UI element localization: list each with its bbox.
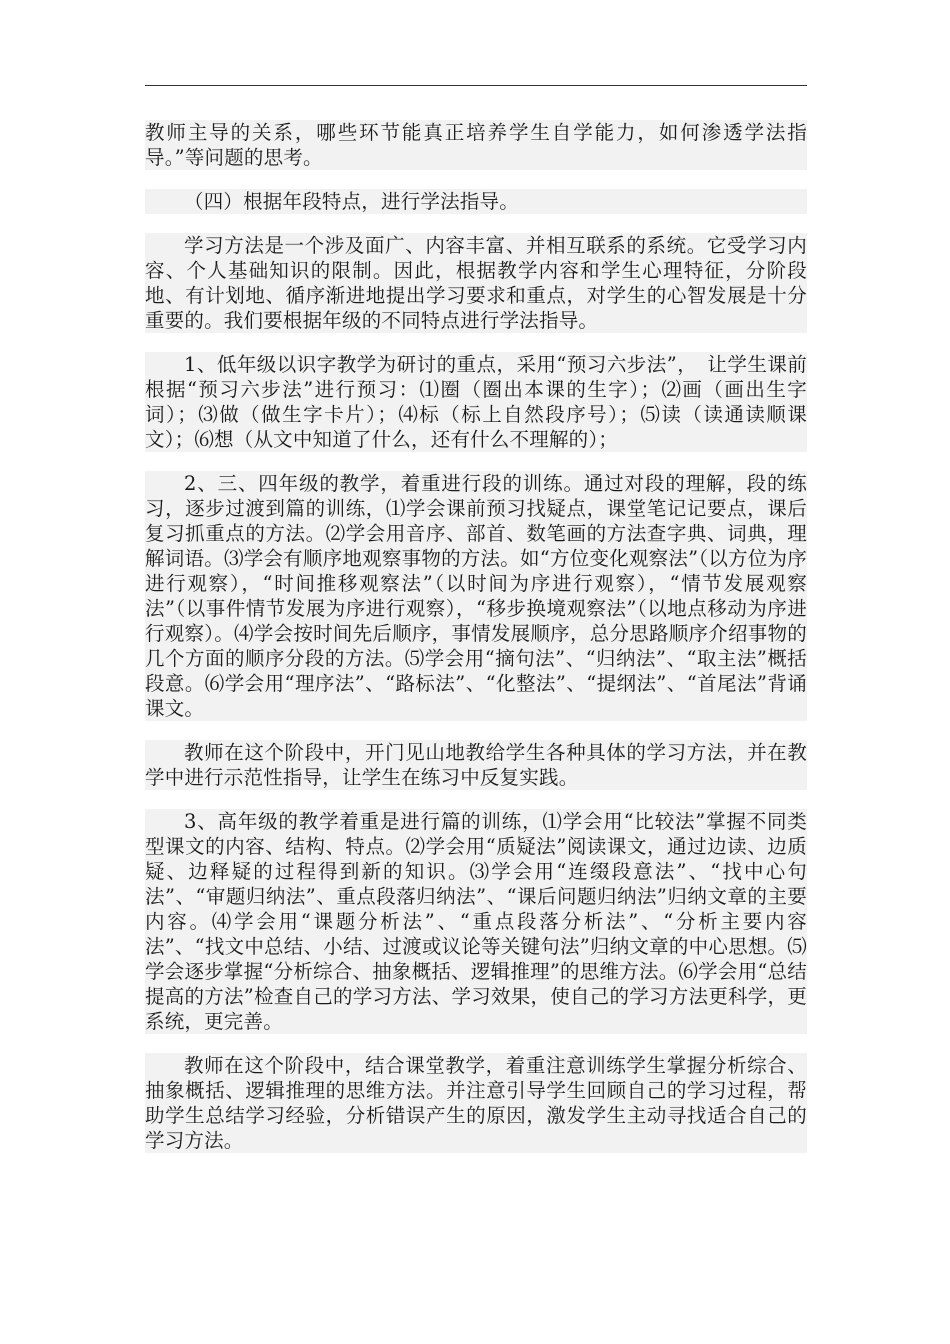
document-body xyxy=(145,120,807,1153)
section-heading: （四）根据年段特点，进行学法指导。 xyxy=(145,189,807,214)
paragraph-middle-grade: 2、三、四年级的教学，着重进行段的训练。通过对段的理解，段的练习，逐步过渡到篇的训练，⑴学会课前预习找疑点，课堂笔记记要点，课后复习抓重点的方法。⑵学会用音序、部首、数笔画的方法查字典、词典，理解词语。⑶学会有顺序地观察事物的方法。如“方位变化观察法”（以方位为序进行观察），“时间推移观察法”（以时间为序进行观察），“情节发展观察法”（以事件情节发展为序进行观察），“移步换境观察法”（以地点移动为序进行观察）。⑷学会按时间先后顺序，事情发展顺序，总分思路顺序介绍事物的几个方面的顺序分段的方法。⑸学会用“摘句法”、“归纳法”、“取主法”概括段意。⑹学会用“理序法”、“路标法”、“化整法”、“提纲法”、“首尾法”背诵课文。 xyxy=(145,472,807,720)
paragraph-high-grade-teacher: 教师在这个阶段中，结合课堂教学，着重注意训练学生掌握分析综合、抽象概括、逻辑推理的思维方法。并注意引导学生回顾自己的学习过程，帮助学生总结学习经验，分析错误产生的原因，激发学生主动寻找适合自己的学习方法。 xyxy=(145,1054,807,1152)
paragraph-continuation: 教师主导的关系，哪些环节能真正培养学生自学能力，如何渗透学法指导。”等问题的思考。 xyxy=(145,121,807,169)
paragraph-high-grade: 3、高年级的教学着重是进行篇的训练，⑴学会用“比较法”掌握不同类型课文的内容、结构、特点。⑵学会用“质疑法”阅读课文，通过边读、边质疑、边释疑的过程得到新的知识。⑶学会用“连缀段意法”、“找中心句法”、“审题归纳法”、重点段落归纳法”、“课后问题归纳法”归纳文章的主要内容。⑷学会用“课题分析法”、“重点段落分析法”、“分析主要内容法”、“找文中总结、小结、过渡或议论等关键句法”归纳文章的中心思想。⑸学会逐步掌握“分析综合、抽象概括、逻辑推理”的思维方法。⑹学会用“总结提高的方法”检查自己的学习方法、学习效果，使自己的学习方法更科学，更系统，更完善。 xyxy=(145,810,807,1033)
paragraph-low-grade: 1、低年级以识字教学为研讨的重点，采用“预习六步法”， 让学生课前根据“预习六步法”进行预习：⑴圈（圈出本课的生字）；⑵画（画出生字词）；⑶做（做生字卡片）；⑷标（标上自然段序号）；⑸读（读通读顺课文）；⑹想（从文中知道了什么，还有什么不理解的）； xyxy=(145,353,807,451)
paragraph-intro: 学习方法是一个涉及面广、内容丰富、并相互联系的系统。它受学习内容、个人基础知识的限制。因此，根据教学内容和学生心理特征，分阶段地、有计划地、循序渐进地提出学习要求和重点，对学生的心智发展是十分重要的。我们要根据年级的不同特点进行学法指导。 xyxy=(145,234,807,332)
header-rule xyxy=(145,85,807,86)
paragraph-middle-grade-teacher: 教师在这个阶段中，开门见山地教给学生各种具体的学习方法，并在教学中进行示范性指导，让学生在练习中反复实践。 xyxy=(145,741,807,789)
